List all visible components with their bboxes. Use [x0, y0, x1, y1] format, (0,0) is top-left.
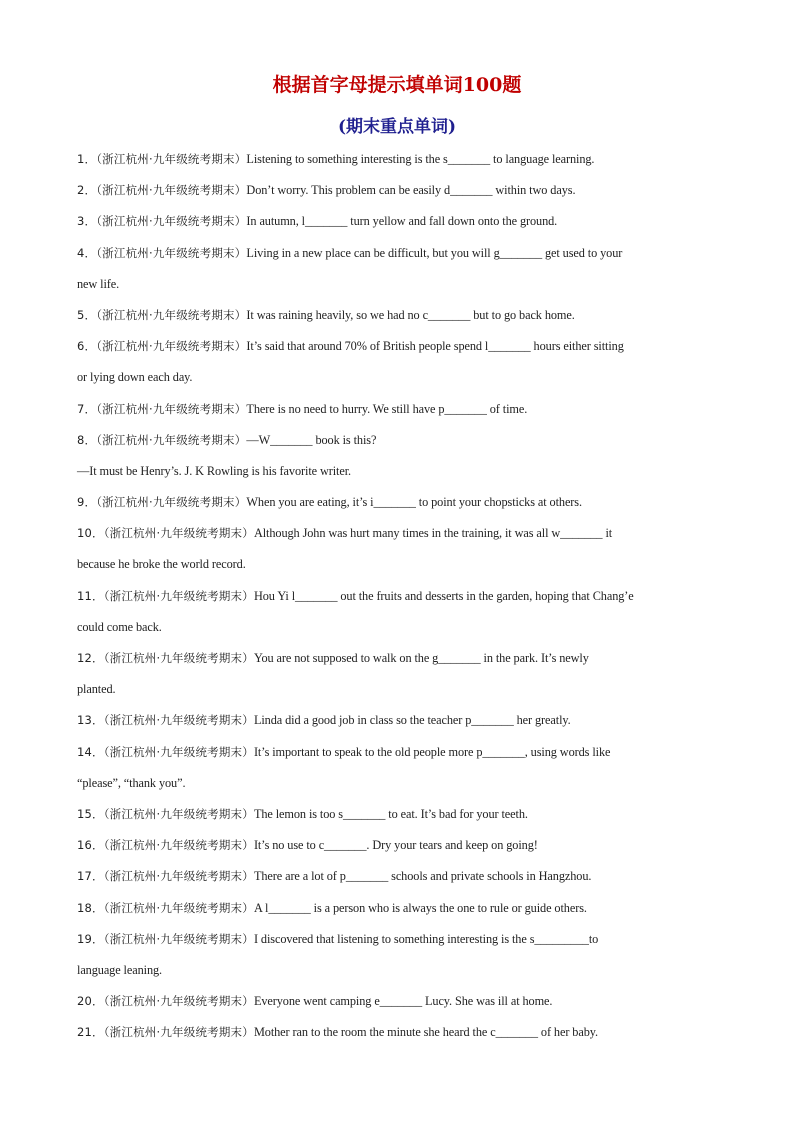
question-line — [77, 773, 737, 804]
question-source: 5．（浙江杭州·九年级统考期末） — [77, 307, 247, 322]
question-text: It’s important to speak to the old people more p_______, using words like — [253, 744, 611, 759]
question-line — [77, 742, 737, 773]
question-source: 16．（浙江杭州·九年级统考期末） — [77, 838, 254, 853]
question-text: When you are eating, it’s i_______ to point your chopsticks at others. — [246, 495, 582, 510]
question-line — [77, 898, 737, 929]
question-source: 15．（浙江杭州·九年级统考期末） — [77, 806, 254, 821]
question-line — [77, 492, 737, 523]
question-source: 2．（浙江杭州·九年级统考期末） — [77, 183, 247, 198]
question-line — [77, 1022, 737, 1053]
question-source: 11．（浙江杭州·九年级统考期末） — [77, 588, 254, 603]
question-source: 3．（浙江杭州·九年级统考期末） — [77, 214, 247, 229]
question-source: 17．（浙江杭州·九年级统考期末） — [77, 869, 254, 884]
question-line — [77, 399, 737, 430]
question-source: 20．（浙江杭州·九年级统考期末） — [77, 994, 254, 1009]
question-line — [77, 274, 737, 305]
question-line — [77, 804, 737, 835]
question-line — [77, 211, 737, 242]
question-line — [77, 180, 737, 211]
document-subtitle: (期末重点单词) — [337, 117, 457, 137]
question-source: 9．（浙江杭州·九年级统考期末） — [77, 495, 247, 510]
question-line — [77, 336, 737, 367]
question-source: 18．（浙江杭州·九年级统考期末） — [77, 900, 254, 915]
question-text: or lying down each day. — [77, 370, 193, 385]
question-text: planted. — [77, 682, 116, 697]
document-title: 根据首字母提示填单词100题 — [272, 74, 522, 96]
question-line — [77, 149, 737, 180]
question-line — [77, 991, 737, 1022]
question-line — [77, 586, 737, 617]
question-text: Everyone went camping e_______ Lucy. She was ill at home. — [253, 994, 553, 1009]
question-source: 12．（浙江杭州·九年级统考期末） — [77, 651, 254, 665]
question-text: You are not supposed to walk on the g_______ in the park. It’s newly — [253, 651, 589, 665]
question-line — [77, 305, 737, 336]
question-text: It’s said that around 70% of British people spend l_______ hours either sitting — [246, 339, 624, 354]
question-line — [77, 710, 737, 741]
question-line — [77, 679, 737, 710]
question-line — [77, 648, 737, 679]
question-text: Linda did a good job in class so the teacher p_______ her greatly. — [253, 713, 571, 728]
question-line — [77, 866, 737, 897]
question-text: language leaning. — [77, 962, 163, 977]
question-line — [77, 367, 737, 398]
question-line — [77, 835, 737, 866]
question-text: It was raining heavily, so we had no c_______ but to go back home. — [246, 307, 575, 322]
question-list — [77, 149, 737, 1053]
question-text: The lemon is too s_______ to eat. It’s bad for your teeth. — [253, 806, 528, 821]
question-text: Listening to something interesting is the s_______ to language learning. — [246, 152, 595, 166]
question-source: 8．（浙江杭州·九年级统考期末） — [77, 432, 247, 447]
question-text: There are a lot of p_______ schools and private schools in Hangzhou. — [253, 869, 592, 884]
question-line — [77, 461, 737, 492]
question-text: Hou Yi l_______ out the fruits and desserts in the garden, hoping that Chang’e — [253, 588, 634, 603]
question-source: 4．（浙江杭州·九年级统考期末） — [77, 245, 247, 260]
question-text: —It must be Henry’s. J. K Rowling is his favorite writer. — [77, 463, 352, 478]
question-source: 6．（浙江杭州·九年级统考期末） — [77, 339, 247, 354]
question-text: Don’t worry. This problem can be easily d_______ within two days. — [246, 183, 576, 198]
question-text: Living in a new place can be difficult, but you will g_______ get used to your — [246, 245, 623, 260]
question-text: “please”, “thank you”. — [77, 775, 186, 790]
question-text: A l_______ is a person who is always the one to rule or guide others. — [253, 900, 587, 915]
question-text: It’s no use to c_______. Dry your tears and keep on going! — [253, 838, 538, 853]
question-line — [77, 243, 737, 274]
question-line — [77, 929, 737, 960]
question-text: could come back. — [77, 619, 162, 634]
question-text: —W_______ book is this? — [246, 432, 377, 447]
question-text: Although John was hurt many times in the training, it was all w_______ it — [253, 526, 613, 541]
question-source: 7．（浙江杭州·九年级统考期末） — [77, 401, 247, 416]
question-source: 21．（浙江杭州·九年级统考期末） — [77, 1025, 254, 1040]
question-text: because he broke the world record. — [77, 557, 246, 572]
question-text: Mother ran to the room the minute she heard the c_______ of her baby. — [253, 1025, 598, 1040]
question-line — [77, 617, 737, 648]
question-line — [77, 554, 737, 585]
question-text: In autumn, l_______ turn yellow and fall down onto the ground. — [246, 214, 558, 229]
question-text: There is no need to hurry. We still have p_______ of time. — [246, 401, 528, 416]
question-source: 1．（浙江杭州·九年级统考期末） — [77, 152, 247, 166]
question-line — [77, 523, 737, 554]
question-text: I discovered that listening to something interesting is the s_________to — [253, 931, 599, 946]
question-source: 14．（浙江杭州·九年级统考期末） — [77, 744, 254, 759]
question-source: 19．（浙江杭州·九年级统考期末） — [77, 931, 254, 946]
question-source: 10．（浙江杭州·九年级统考期末） — [77, 526, 254, 541]
question-line — [77, 960, 737, 991]
question-text: new life. — [77, 276, 120, 291]
question-source: 13．（浙江杭州·九年级统考期末） — [77, 713, 254, 728]
question-line — [77, 430, 737, 461]
